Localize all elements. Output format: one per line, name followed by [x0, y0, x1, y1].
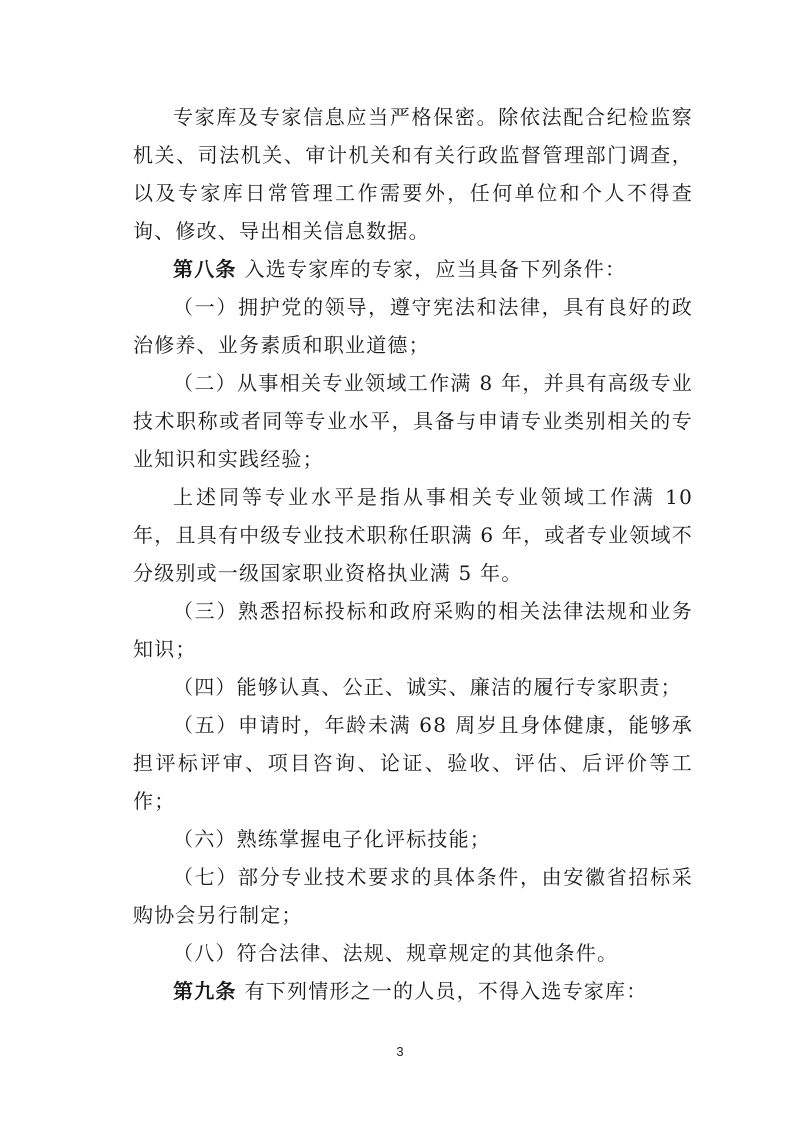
paragraph [133, 820, 693, 858]
paragraph [133, 478, 693, 592]
paragraph-text: （五）申请时，年龄未满 68 周岁且身体健康，能够承担评标评审、项目咨询、论证、验收、评估、后评价等工作； [133, 713, 693, 813]
paragraph [133, 706, 693, 820]
paragraph [133, 98, 693, 250]
paragraph-text: （四）能够认真、公正、诚实、廉洁的履行专家职责； [173, 675, 682, 699]
article-number: 第八条 [173, 257, 237, 281]
paragraph-text: 专家库及专家信息应当严格保密。除依法配合纪检监察机关、司法机关、审计机关和有关行政监督管理部门调查，以及专家库日常管理工作需要外，任何单位和个人不得查询、修改、导出相关信息数据。 [133, 105, 693, 243]
paragraph-text: 有下列情形之一的人员，不得入选专家库： [244, 979, 648, 1003]
paragraph-text: （二）从事相关专业领域工作满 8 年，并具有高级专业技术职称或者同等专业水平，具备与申请专业类别相关的专业知识和实践经验； [133, 371, 693, 471]
paragraph-text: （一）拥护党的领导，遵守宪法和法律，具有良好的政治修养、业务素质和职业道德； [133, 295, 693, 357]
paragraph [133, 858, 693, 934]
paragraph-text: （八）符合法律、法规、规章规定的其他条件。 [173, 941, 619, 965]
paragraph-text: （七）部分专业技术要求的具体条件，由安徽省招标采购协会另行制定； [133, 865, 693, 927]
paragraph-text: （六）熟练掌握电子化评标技能； [173, 827, 491, 851]
paragraph-text: （三）熟悉招标投标和政府采购的相关法律法规和业务知识； [133, 599, 693, 661]
paragraph-article-8 [133, 250, 693, 288]
paragraph [133, 934, 693, 972]
paragraph [133, 364, 693, 478]
paragraph [133, 668, 693, 706]
paragraph [133, 592, 693, 668]
page-number: 3 [396, 1044, 404, 1059]
paragraph-article-9 [133, 972, 693, 1010]
paragraph-text: 上述同等专业水平是指从事相关专业领域工作满 10 年，且具有中级专业技术职称任职满 6 年，或者专业领域不分级别或一级国家职业资格执业满 5 年。 [133, 485, 693, 585]
body-text [133, 98, 693, 1010]
article-number: 第九条 [173, 979, 237, 1003]
paragraph [133, 288, 693, 364]
paragraph-text: 入选专家库的专家，应当具备下列条件： [244, 257, 627, 281]
